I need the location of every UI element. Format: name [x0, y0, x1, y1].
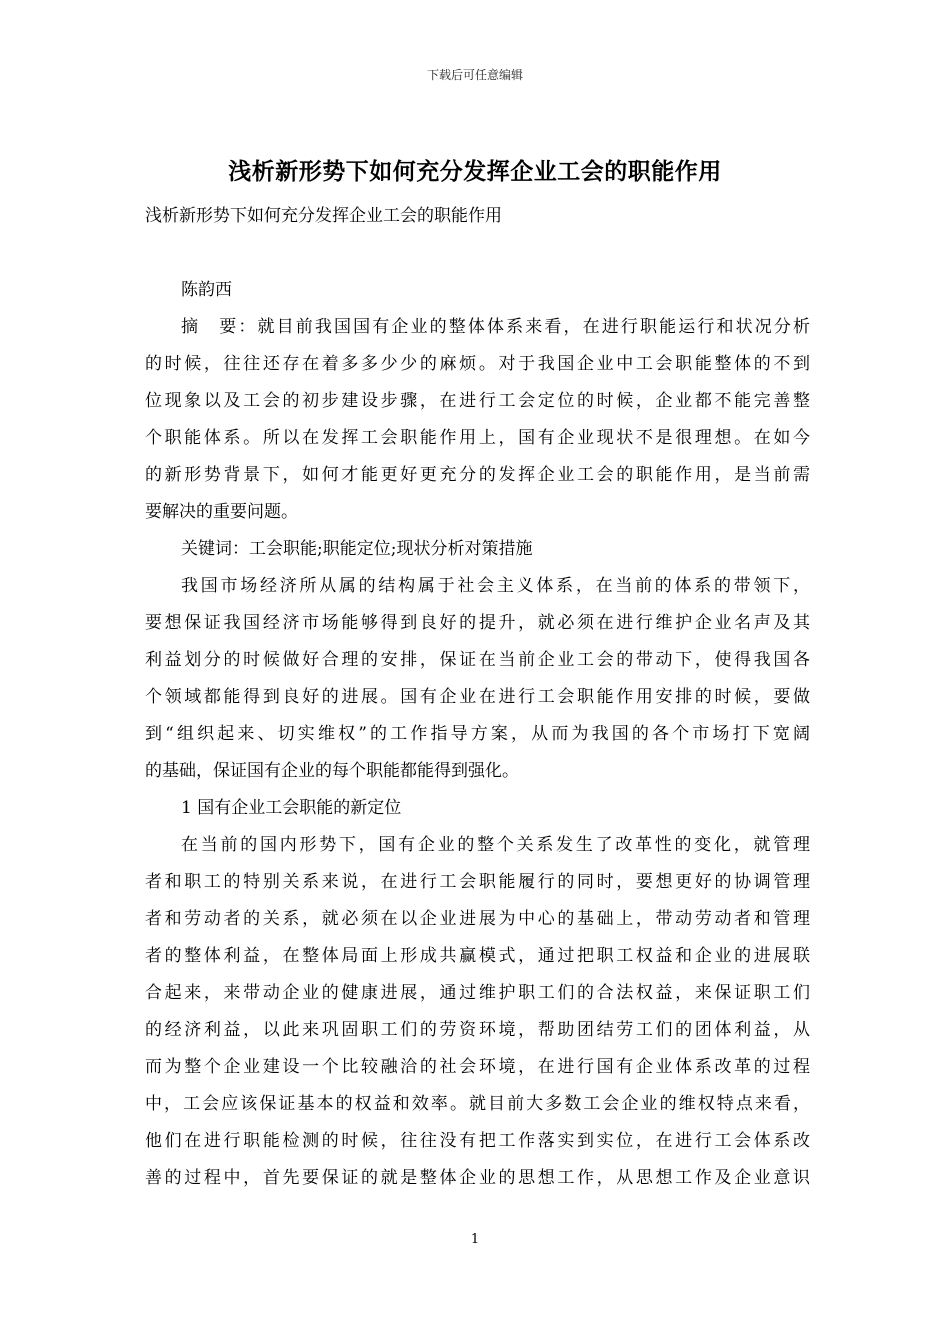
section1-line: 他们在进行职能检测的时候，往往没有把工作落实到实位，在进行工会体系改: [145, 1131, 810, 1151]
keywords: 关键词：工会职能;职能定位;现状分析对策措施: [181, 539, 533, 559]
blank-line: [145, 235, 810, 272]
section1-line: 者和职工的特别关系来说，在进行工会职能履行的同时，要想更好的协调管理: [145, 872, 810, 892]
section1-paragraph: [145, 827, 810, 1197]
intro-line: 个领域都能得到良好的进展。国有企业在进行工会职能作用安排的时候，要做: [145, 687, 810, 707]
intro-line: 我国市场经济所从属的结构属于社会主义体系，在当前的体系的带领下，: [181, 576, 810, 596]
page-number: 1: [470, 1232, 480, 1247]
intro-line: 的基础，保证国有企业的每个职能都能得到强化。: [145, 761, 519, 781]
header-note: 下载后可任意编辑: [426, 68, 523, 82]
document-title: 浅析新形势下如何充分发挥企业工会的职能作用: [228, 158, 722, 185]
section1-line: 者的整体利益，在整体局面上形成共赢模式，通过把职工权益和企业的进展联: [145, 946, 810, 966]
abstract-line: 摘 要：就目前我国国有企业的整体体系来看，在进行职能运行和状况分析: [181, 317, 810, 337]
abstract-paragraph: [145, 309, 810, 531]
section1-line: 合起来，来带动企业的健康进展，通过维护职工们的合法权益，来保证职工们: [145, 983, 810, 1003]
section1-line: 中，工会应该保证基本的权益和效率。就目前大多数工会企业的维权特点来看，: [145, 1094, 810, 1114]
author-name: 陈韵西: [181, 280, 232, 300]
section1-line: 者和劳动者的关系，就必须在以企业进展为中心的基础上，带动劳动者和管理: [145, 909, 810, 929]
abstract-line: 的时候，往往还存在着多多少少的麻烦。对于我国企业中工会职能整体的不到: [145, 354, 810, 374]
section-heading: 1 国有企业工会职能的新定位: [181, 798, 402, 818]
abstract-line: 的新形势背景下，如何才能更好更充分的发挥企业工会的职能作用，是当前需: [145, 465, 810, 485]
intro-paragraph: [145, 568, 810, 790]
section1-line: 在当前的国内形势下，国有企业的整个关系发生了改革性的变化，就管理: [181, 835, 810, 855]
abstract-line: 要解决的重要问题。: [145, 502, 298, 522]
abstract-line: 位现象以及工会的初步建设步骤，在进行工会定位的时候，企业都不能完善整: [145, 391, 810, 411]
abstract-line: 个职能体系。所以在发挥工会职能作用上，国有企业现状不是很理想。在如今: [145, 428, 810, 448]
intro-line: 到“组织起来、切实维权”的工作指导方案，从而为我国的各个市场打下宽阔: [145, 724, 810, 744]
document-subtitle: 浅析新形势下如何充分发挥企业工会的职能作用: [145, 206, 502, 226]
intro-line: 要想保证我国经济市场能够得到良好的提升，就必须在进行维护企业名声及其: [145, 613, 810, 633]
section1-line: 的经济利益，以此来巩固职工们的劳资环境，帮助团结劳工们的团体利益，从: [145, 1020, 810, 1040]
section1-line: 而为整个企业建设一个比较融洽的社会环境，在进行国有企业体系改革的过程: [145, 1057, 810, 1077]
intro-line: 利益划分的时候做好合理的安排，保证在当前企业工会的带动下，使得我国各: [145, 650, 810, 670]
section1-line: 善的过程中，首先要保证的就是整体企业的思想工作，从思想工作及企业意识: [145, 1168, 810, 1188]
document-body: [145, 198, 810, 1197]
